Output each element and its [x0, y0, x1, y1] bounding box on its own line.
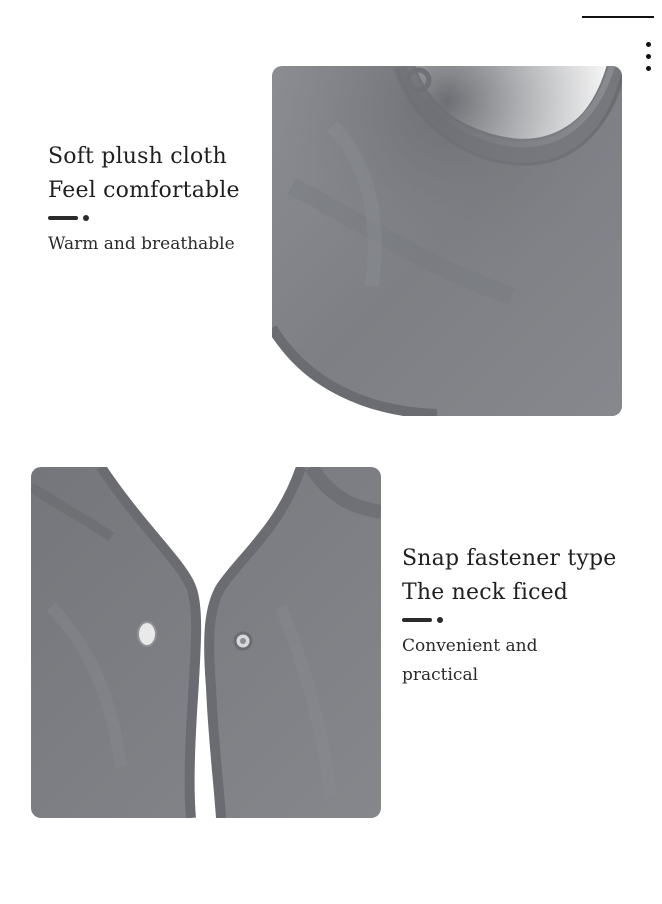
feature-subline: Convenient and [402, 636, 538, 656]
snap-fastener-illustration [31, 467, 381, 818]
top-rule [582, 16, 654, 18]
menu-dot [646, 66, 651, 71]
feature-text-soft-plush [48, 140, 273, 259]
plush-shawl-collar-photo [272, 66, 622, 416]
feature-subline: Warm and breathable [48, 234, 235, 254]
accent-divider [402, 616, 632, 624]
menu-dot [646, 42, 651, 47]
divider-dot [437, 617, 443, 623]
feature-headline: The neck ficed [402, 580, 569, 605]
menu-dot [646, 54, 651, 59]
snap-fastener-neck-photo [31, 467, 381, 818]
divider-bar [48, 216, 78, 220]
feature-headline: Feel comfortable [48, 178, 240, 203]
more-vert-icon[interactable] [640, 40, 658, 74]
feature-text-snap-fastener [402, 542, 632, 690]
plush-shawl-illustration [272, 66, 622, 416]
accent-divider [48, 214, 273, 222]
feature-headline: Snap fastener type [402, 546, 617, 571]
divider-dot [83, 215, 89, 221]
feature-subline: practical [402, 665, 479, 685]
feature-headline: Soft plush cloth [48, 144, 227, 169]
divider-bar [402, 618, 432, 622]
